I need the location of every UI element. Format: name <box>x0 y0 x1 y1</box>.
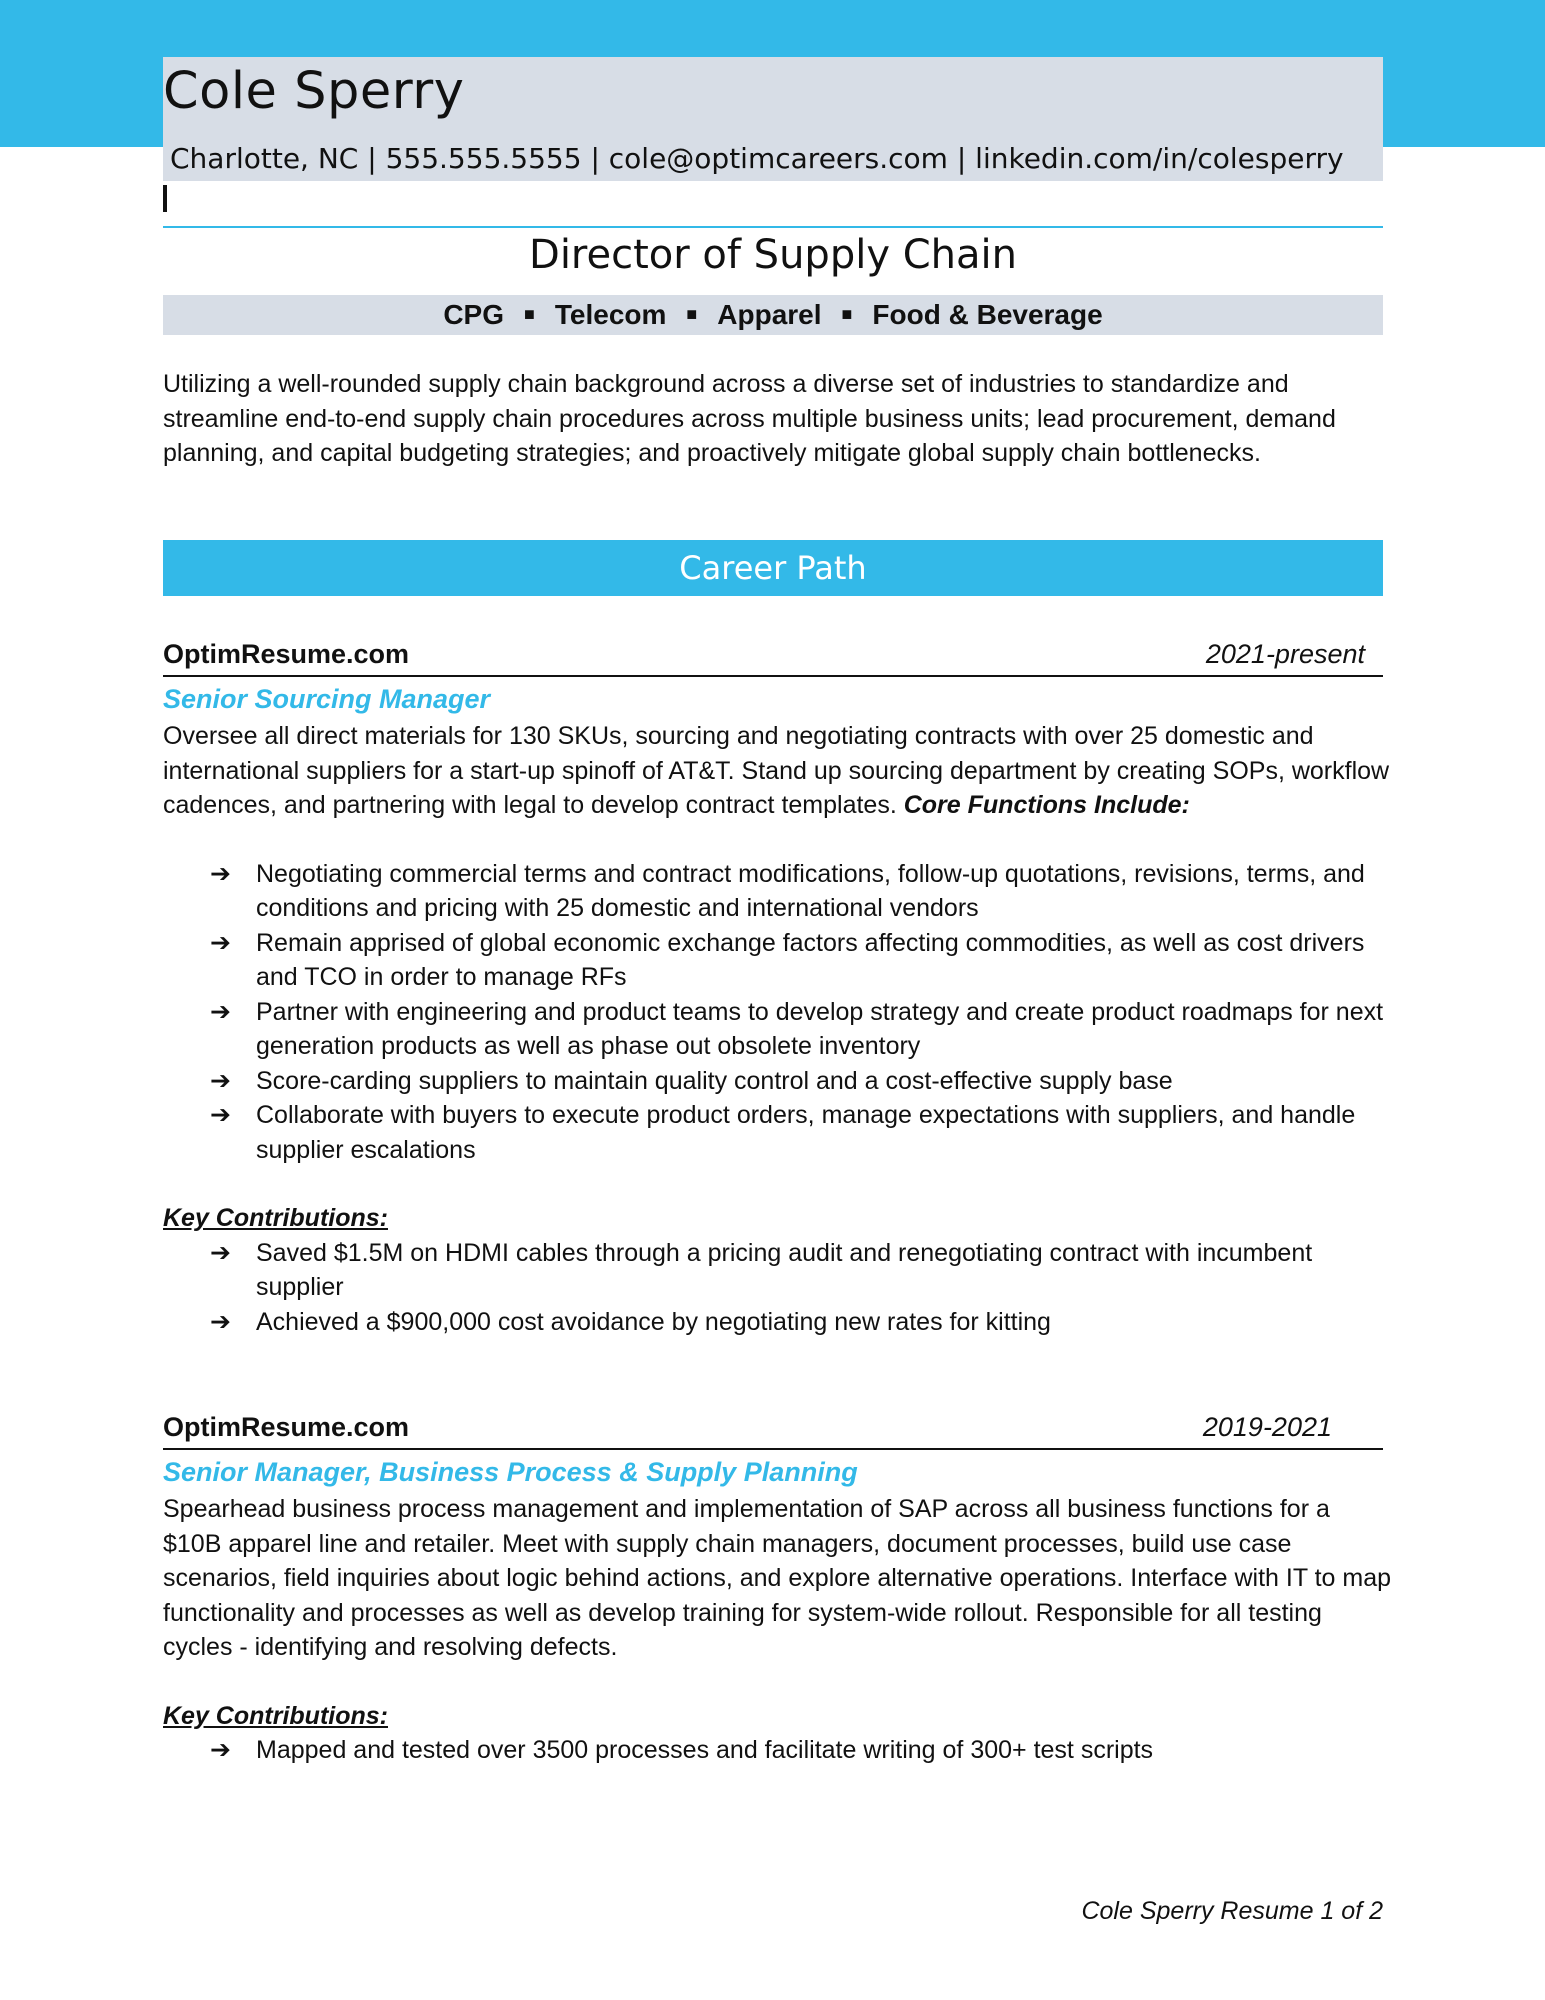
list-item: ➔ Achieved a $900,000 cost avoidance by negotiating new rates for kitting <box>163 1305 1396 1340</box>
square-bullet-icon: ■ <box>686 303 698 324</box>
core-functions-list <box>163 857 1383 1168</box>
industry-item: Food & Beverage <box>872 299 1103 330</box>
job-description <box>163 719 1393 823</box>
list-item: ➔ Remain apprised of global economic exchange factors affecting commodities, as well as cost drivers and TCO in order to manage RFs <box>163 926 1396 995</box>
description-text: Oversee all direct materials for 130 SKUs, sourcing and negotiating contracts with over 25 domestic and international suppliers for a start-up spinoff of AT&T. Stand up sourcing department by creating SOPs, workflow cadences, and partnering with legal to develop contract templates. <box>163 722 1390 819</box>
job-entry <box>163 634 1390 1339</box>
summary-paragraph: Utilizing a well-rounded supply chain background across a diverse set of industries to standardize and streamline end-to-end supply chain procedures across multiple business units; lead procurement, demand planning, and capital budgeting strategies; and proactively mitigate global supply chain bottlenecks. <box>163 370 1336 467</box>
arrow-icon: ➔ <box>210 1736 231 1764</box>
list-item: ➔ Collaborate with buyers to execute product orders, manage expectations with suppliers, and handle supplier escalations <box>163 1098 1396 1167</box>
list-item: ➔ Saved $1.5M on HDMI cables through a pricing audit and renegotiating contract with incumbent supplier <box>163 1236 1396 1305</box>
industries-bar <box>163 295 1383 335</box>
arrow-icon: ➔ <box>210 1307 231 1336</box>
company-name: OptimResume.com <box>163 639 410 669</box>
arrow-icon: ➔ <box>210 1238 231 1267</box>
contributions-list <box>163 1236 1383 1340</box>
key-contributions-label: Key Contributions: <box>163 1204 388 1232</box>
key-contributions-label: Key Contributions: <box>163 1701 388 1730</box>
header-divider <box>163 226 1383 228</box>
square-bullet-icon: ■ <box>841 303 853 324</box>
square-bullet-icon: ■ <box>524 303 535 324</box>
contact-line: Charlotte, NC | 555.555.5555 | cole@optimcareers.com | linkedin.com/in/colesperry <box>170 142 1344 175</box>
arrow-icon: ➔ <box>210 928 231 957</box>
job-dates: 2019-2021 <box>1202 1412 1332 1442</box>
section-title-career-path: Career Path <box>163 540 1383 596</box>
job-entry <box>163 1407 1392 1768</box>
job-description: Spearhead business process management and implementation of SAP across all business functions for a $10B apparel line and retailer. Meet with supply chain managers, document processes, build use case scenarios, field inquiries about logic behind actions, and explore alternative operations. Interface with IT to map functionality and processes as well as develop training for system-wide rollout. Responsible for all testing cycles - identifying and resolving defects. <box>163 1495 1392 1661</box>
arrow-icon: ➔ <box>210 1066 231 1095</box>
headline-title: Director of Supply Chain <box>529 232 1017 278</box>
job-header <box>163 1407 1383 1450</box>
arrow-icon: ➔ <box>210 997 231 1026</box>
text-cursor <box>163 185 167 212</box>
industry-item: Apparel <box>717 299 822 330</box>
arrow-icon: ➔ <box>210 1101 231 1129</box>
description-emphasis: Core Functions Include: <box>903 791 1190 819</box>
industry-item: Telecom <box>554 299 667 330</box>
list-item: ➔ Mapped and tested over 3500 processes and facilitate writing of 300+ test scripts <box>163 1733 1396 1768</box>
industry-item: CPG <box>443 299 504 330</box>
page-footer: Cole Sperry Resume 1 of 2 <box>1081 1897 1383 1925</box>
arrow-icon: ➔ <box>210 859 231 888</box>
company-name: OptimResume.com <box>163 1412 410 1442</box>
list-item: ➔ Partner with engineering and product teams to develop strategy and create product roadmaps for next generation products as well as phase out obsolete inventory <box>163 995 1396 1064</box>
job-header <box>163 634 1383 677</box>
list-item: ➔ Negotiating commercial terms and contract modifications, follow-up quotations, revisions, terms, and conditions and pricing with 25 domestic and international vendors <box>163 857 1396 926</box>
list-item: ➔ Score-carding suppliers to maintain quality control and a cost-effective supply base <box>163 1064 1396 1099</box>
job-dates: 2021-present <box>1205 639 1365 669</box>
candidate-name: Cole Sperry <box>163 62 465 121</box>
job-role: Senior Manager, Business Process & Supply Planning <box>163 1457 858 1487</box>
job-role: Senior Sourcing Manager <box>163 684 491 714</box>
contributions-list <box>163 1733 1383 1768</box>
